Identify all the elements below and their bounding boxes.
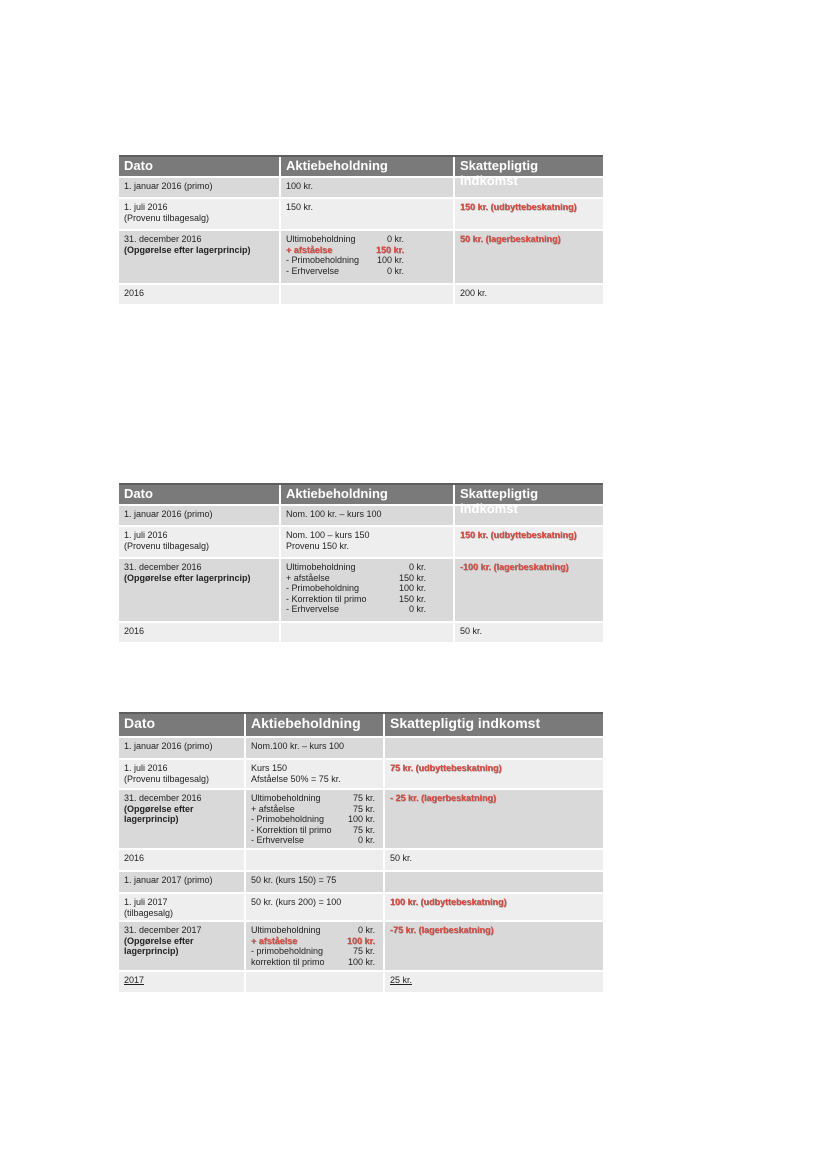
holding-label: - Erhvervelse xyxy=(286,604,340,614)
table-row xyxy=(119,920,603,970)
holding-value: 75 kr. xyxy=(352,803,375,814)
holding-value: 150 kr. xyxy=(398,572,426,583)
income-cell: 100 kr. (udbyttebeskatning) xyxy=(390,897,507,907)
table-row xyxy=(119,621,603,642)
date-cell: 31. december 2016 xyxy=(124,793,202,803)
income-cell: - 25 kr. (lagerbeskatning) xyxy=(390,793,497,803)
holding-label: + afståelse xyxy=(286,572,330,583)
table-row xyxy=(119,736,603,758)
holding-value: 75 kr. xyxy=(352,946,375,956)
holding-value: 100 kr. xyxy=(398,583,426,593)
date-cell: 31. december 2016 xyxy=(124,234,202,244)
holding-value: 100 kr. xyxy=(347,956,375,967)
date-cell: 1. juli 2016 xyxy=(124,202,168,212)
date-note: (Provenu tilbagesalg) xyxy=(124,212,210,223)
table-row xyxy=(119,197,603,229)
holding-label: Ultimobeholdning xyxy=(286,562,356,572)
date-note: (Opgørelse efter xyxy=(124,803,194,814)
holding-value: 150 kr. xyxy=(375,244,404,255)
date-cell: 2017 xyxy=(124,975,145,985)
date-note: lagerprincip) xyxy=(124,946,179,956)
holding-cell: Kurs 150 xyxy=(251,763,288,773)
header-skattepligtig-indkomst: Skattepligtig indkomst xyxy=(390,715,541,731)
income-cell: 200 kr. xyxy=(460,288,488,298)
table-row xyxy=(119,525,603,557)
date-note: (Opgørelse efter lagerprincip) xyxy=(124,572,251,583)
holding-value: 0 kr. xyxy=(408,562,426,572)
header-aktiebeholdning: Aktiebeholdning xyxy=(281,485,455,504)
holding-label: + afståelse xyxy=(286,244,333,255)
income-cell: 150 kr. (udbyttebeskatning) xyxy=(460,530,577,540)
holding-label: - Korrektion til primo xyxy=(251,824,332,835)
header-dato: Dato xyxy=(119,714,246,736)
holding-value: 75 kr. xyxy=(352,793,375,803)
table-row xyxy=(119,870,603,892)
header-dato: Dato xyxy=(119,157,281,176)
holding-label: Ultimobeholdning xyxy=(251,793,321,803)
holding-cell: Nom. 100 kr. – kurs 100 xyxy=(286,509,382,519)
income-cell: 150 kr. (udbyttebeskatning) xyxy=(460,202,577,212)
income-cell: 50 kr. (lagerbeskatning) xyxy=(460,234,561,244)
table-row xyxy=(119,504,603,525)
table-row xyxy=(119,758,603,788)
table-row xyxy=(119,848,603,870)
holding-value: 150 kr. xyxy=(398,593,426,604)
holding-value: 75 kr. xyxy=(352,824,375,835)
holding-value: 100 kr. xyxy=(347,814,375,824)
date-note: (tilbagesalg) xyxy=(124,907,174,918)
date-cell: 1. juli 2017 xyxy=(124,897,168,907)
date-cell: 1. juli 2016 xyxy=(124,763,168,773)
table-row xyxy=(119,557,603,621)
header-skattepligtig-indkomst: Skattepligtig indkomst xyxy=(460,486,539,516)
table-row xyxy=(119,788,603,848)
table-row xyxy=(119,229,603,283)
holding-value: 0 kr. xyxy=(386,265,404,276)
date-note: (Provenu tilbagesalg) xyxy=(124,773,210,784)
holding-label: - Primobeholdning xyxy=(251,814,325,824)
header-aktiebeholdning: Aktiebeholdning xyxy=(246,714,385,736)
date-cell: 1. januar 2016 (primo) xyxy=(124,181,213,191)
holding-cell: Nom.100 kr. – kurs 100 xyxy=(251,741,345,751)
date-cell: 31. december 2017 xyxy=(124,925,202,935)
holding-cell: Nom. 100 – kurs 150 xyxy=(286,530,370,540)
table-row xyxy=(119,176,603,197)
date-note: lagerprincip) xyxy=(124,814,179,824)
income-cell: -100 kr. (lagerbeskatning) xyxy=(460,562,569,572)
holding-label: Ultimobeholdning xyxy=(286,234,356,244)
date-cell: 2016 xyxy=(124,626,145,636)
date-note: (Opgørelse efter xyxy=(124,935,194,946)
date-cell: 31. december 2016 xyxy=(124,562,202,572)
holding-cell: 150 kr. xyxy=(286,202,314,212)
date-note: (Provenu tilbagesalg) xyxy=(124,540,210,551)
income-cell: 50 kr. xyxy=(390,853,413,863)
date-cell: 1. januar 2016 (primo) xyxy=(124,741,213,751)
holding-label: - Primobeholdning xyxy=(286,583,360,593)
header-aktiebeholdning: Aktiebeholdning xyxy=(281,157,455,176)
holding-label: + afståelse xyxy=(251,803,295,814)
date-cell: 1. januar 2017 (primo) xyxy=(124,875,213,885)
date-note: (Opgørelse efter lagerprincip) xyxy=(124,244,251,255)
holding-value: 0 kr. xyxy=(357,835,375,845)
table-row xyxy=(119,892,603,920)
holding-label: - Primobeholdning xyxy=(286,255,360,265)
table-header xyxy=(119,712,603,736)
income-cell: 75 kr. (udbyttebeskatning) xyxy=(390,763,502,773)
holding-cell: 50 kr. (kurs 150) = 75 xyxy=(251,875,337,885)
table-1 xyxy=(119,155,603,304)
holding-value: 0 kr. xyxy=(408,604,426,614)
holding-label: Ultimobeholdning xyxy=(251,925,321,935)
holding-label: + afståelse xyxy=(251,935,298,946)
header-skattepligtig-indkomst: Skattepligtig indkomst xyxy=(460,158,539,188)
holding-cell: 50 kr. (kurs 200) = 100 xyxy=(251,897,342,907)
table-row xyxy=(119,970,603,992)
header-dato: Dato xyxy=(119,485,281,504)
income-cell: -75 kr. (lagerbeskatning) xyxy=(390,925,494,935)
table-2 xyxy=(119,483,603,642)
holding-label: - Korrektion til primo xyxy=(286,593,367,604)
holding-value: 0 kr. xyxy=(357,925,375,935)
holding-label: korrektion til primo xyxy=(251,956,325,967)
holding-value: 100 kr. xyxy=(346,935,375,946)
table-row xyxy=(119,283,603,304)
date-cell: 2016 xyxy=(124,853,145,863)
holding-label: - Erhvervelse xyxy=(251,835,305,845)
holding-value: 0 kr. xyxy=(386,234,404,244)
holding-label: - primobeholdning xyxy=(251,946,324,956)
income-cell: 50 kr. xyxy=(460,626,483,636)
date-cell: 2016 xyxy=(124,288,145,298)
date-cell: 1. januar 2016 (primo) xyxy=(124,509,213,519)
holding-cell: Provenu 150 kr. xyxy=(286,540,350,551)
holding-value: 100 kr. xyxy=(376,255,404,265)
date-cell: 1. juli 2016 xyxy=(124,530,168,540)
holding-cell: Afståelse 50% = 75 kr. xyxy=(251,773,341,784)
holding-label: - Erhvervelse xyxy=(286,265,340,276)
table-3 xyxy=(119,712,603,992)
income-cell: 25 kr. xyxy=(390,975,413,985)
holding-cell: 100 kr. xyxy=(286,181,314,191)
